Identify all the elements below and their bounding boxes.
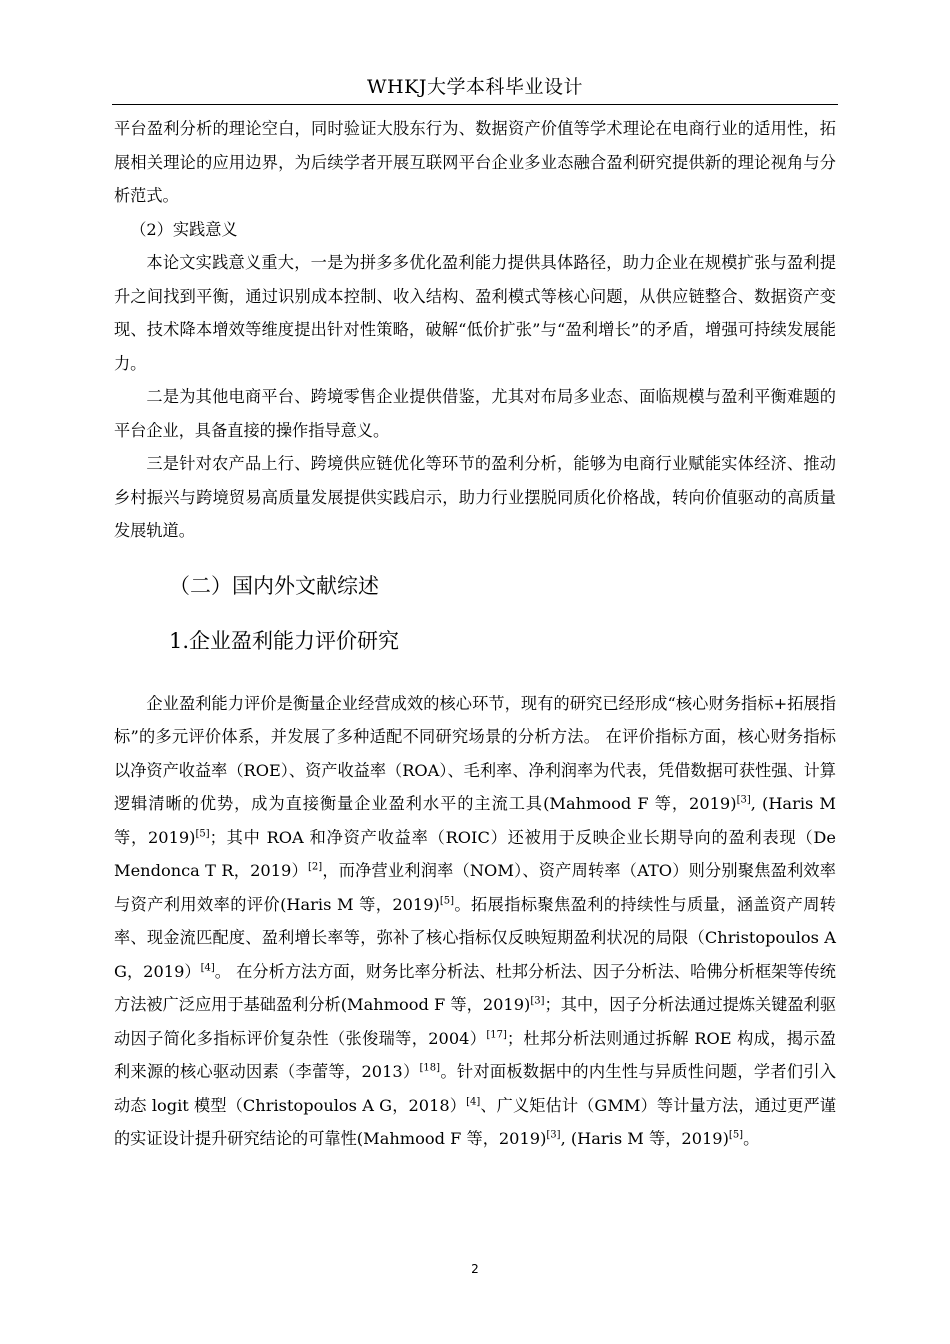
citation: [5]: [195, 828, 210, 840]
lit-text: ；其中 ROA 和净资产收益率（ROIC）还被用于反映企业长期导向的盈利表现（De Mendonca T R，2019）: [114, 827, 836, 880]
subsection-heading-profitability-evaluation: 1.企业盈利能力评价研究: [169, 629, 400, 653]
lit-text: 。拓展指标聚焦盈利的持续性与质量，涵盖资产周转率、现金流匹配度、盈利增长率等，弥补了核心指标仅反映短期盈利状况的局限（Christopoulos A G，2019）: [114, 894, 836, 981]
page-body: [114, 112, 836, 1156]
citation: [2]: [307, 861, 323, 873]
citation: [4]: [466, 1096, 481, 1108]
paragraph-theory-continued: 平台盈利分析的理论空白，同时验证大股东行为、数据资产价值等学术理论在电商行业的适用性，拓展相关理论的应用边界，为后续学者开展互联网平台企业多业态融合盈利研究提供新的理论视角与分析范式。: [114, 119, 836, 205]
lit-text: ；杜邦分析法则通过拆解 ROE 构成，揭示盈利来源的核心驱动因素（李蕾等，2013）: [114, 1028, 836, 1081]
citation: [17]: [486, 1029, 507, 1041]
citation: [5]: [728, 1129, 744, 1141]
citation: [3]: [530, 995, 545, 1007]
header-rule: [112, 104, 838, 105]
section-heading-literature-review: （二）国内外文献综述: [169, 573, 379, 598]
citation: [3]: [546, 1129, 561, 1141]
citation: [4]: [200, 962, 215, 974]
page-header: WHKJ大学本科毕业设计: [367, 76, 583, 98]
lit-text: 。 在分析方法方面，财务比率分析法、杜邦分析法、因子分析法、哈佛分析框架等传统方法被广泛应用于基础盈利分析(Mahmood F 等，2019): [114, 961, 836, 1014]
lit-text: ；其中，因子分析法通过提炼关键盈利驱动因子简化多指标评价复杂性（张俊瑞等，2004）: [114, 995, 837, 1048]
practice-significance-heading: （2）实践意义: [130, 219, 238, 239]
lit-text: 。针对面板数据中的内生性与异质性问题，学者们引入动态 logit 模型（Christopoulos A G，2018）: [114, 1062, 837, 1115]
paragraph-practice-1: 本论文实践意义重大，一是为拼多多优化盈利能力提供具体路径，助力企业在规模扩张与盈利提升之间找到平衡，通过识别成本控制、收入结构、盈利模式等核心问题，从供应链整合、数据资产变现、技术降本增效等维度提出针对性策略，破解“低价扩张”与“盈利增长”的矛盾，增强可持续发展能力。: [114, 253, 836, 373]
lit-text: 企业盈利能力评价是衡量企业经营成效的核心环节，现有的研究已经形成“核心财务指标+拓展指标”的多元评价体系，并发展了多种适配不同研究场景的分析方法。 在评价指标方面，核心财务指标以净资产收益率（ROE）、资产收益率（ROA）、毛利率、净利润率为代表，凭借数据可获性强、计算逻辑清晰的优势，成为直接衡量企业盈利水平的主流工具(Mahmood F 等，2019): [114, 693, 836, 813]
citation: [5]: [439, 895, 454, 907]
page-number: 2: [471, 1262, 479, 1276]
paragraph-practice-2: 二是为其他电商平台、跨境零售企业提供借鉴，尤其对布局多业态、面临规模与盈利平衡难题的平台企业，具备直接的操作指导意义。: [114, 387, 836, 440]
lit-text: 、广义矩估计（GMM）等计量方法，通过更严谨的实证设计提升研究结论的可靠性(Mahmood F 等，2019): [114, 1095, 836, 1148]
paragraph-practice-3: 三是针对农产品上行、跨境供应链优化等环节的盈利分析，能够为电商行业赋能实体经济、推动乡村振兴与跨境贸易高质量发展提供实践启示，助力行业摆脱同质化价格战，转向价值驱动的高质量发展轨道。: [114, 454, 836, 540]
paragraph-literature: [114, 687, 836, 1156]
lit-text: , (Haris M 等，2019): [114, 794, 837, 847]
citation: [18]: [419, 1062, 441, 1074]
lit-text: ，而净营业利润率（NOM）、资产周转率（ATO）则分别聚焦盈利效率与资产利用效率的评价(Haris M 等，2019): [114, 861, 836, 914]
lit-text: , (Haris M 等，2019): [560, 1129, 729, 1148]
lit-text: 。: [743, 1129, 760, 1148]
citation: [3]: [736, 794, 751, 806]
